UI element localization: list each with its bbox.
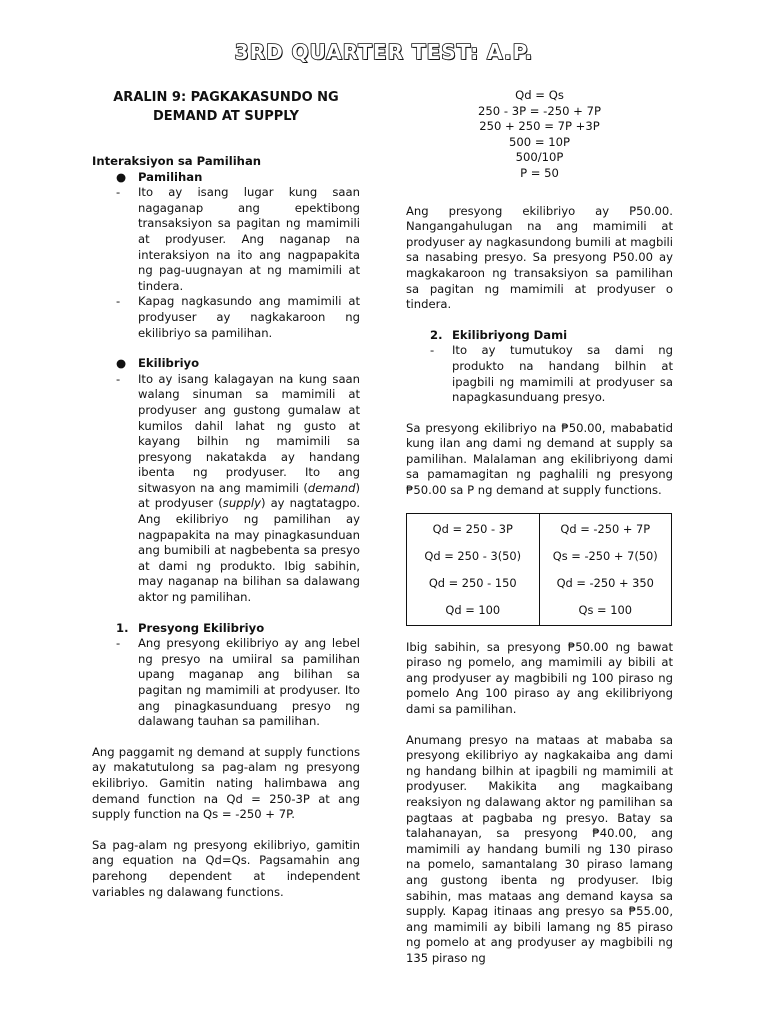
equation: 250 - 3P = -250 + 7P [478,103,601,118]
table-cell: Qd = 250 - 3P [407,513,540,544]
list-item [92,294,360,341]
presyong-label: Presyong Ekilibriyo [138,620,265,635]
table-row [407,598,672,626]
table-cell: Qd = -250 + 350 [539,571,672,598]
table-cell: Qs = -250 + 7(50) [539,544,672,571]
paragraph: Ang presyong ekilibriyo ay P50.00. Nangangahulugan na ang mamimili at prodyuser ay nagkasundong bumili at magbili sa nasabing presyo. Sa presyong P50.00 ay magkakaroon ng transaksiyon sa pamilihan sa pagitan ng mamimili at prodyuser o tindera. [406,203,673,312]
ekilibriyo-label: Ekilibriyo [138,356,200,371]
right-column [406,88,673,967]
ekilibriyo-text: Ito ay isang kalagayan na kung saan walang sinuman sa mamimili at prodyuser ang gustong gumalaw at kumilos dahil lahat ng gusto at kayang bilhin ng mamimili sa presyong nakatakda ay handang ibenta ng prodyuser. Ito ang sitwasyon na ang mamimili (demand) at prodyuser (supply) ay nagtatagpo. Ang ekilibriyo ng pamilihan ay nagpapakita na may pinagkasunduan ang bumibili at nagbebenta sa presyo at dami ng produkto. Ibig sabihin, may naganap na bilihan sa dalawang aktor ng pamilihan. [138,371,360,605]
table-row [407,513,672,544]
bullet-icon: ● [116,356,127,371]
pamilihan-label: Pamilihan [138,169,203,184]
table-cell: Qd = 250 - 150 [407,571,540,598]
page-title: 3RD QUARTER TEST: A.P. [234,40,534,64]
table-row [407,571,672,598]
dash-icon: - [116,185,121,200]
paragraph: Sa pag-alam ng presyong ekilibriyo, gamitin ang equation na Qd=Qs. Pagsamahin ang parehong dependent at independent variables ng dalawang functions. [92,837,360,899]
numbered-presyong [92,621,360,637]
item-number: 2. [430,327,443,342]
list-item [406,343,673,405]
equation: P = 50 [520,165,559,180]
bullet-pamilihan [92,170,360,186]
paragraph: Anumang presyo na mataas at mababa sa presyong ekilibriyo ay nagkakaiba ang dami ng handang bilhin at ipagbili ng mamimili at prodyuser. Makikita ang magkaibang reaksiyon ng dalawang aktor ng pamilihan sa pagtaas at pagbaba ng presyo. Batay sa talahanayan, sa presyong ₱40.00, ang mamimili ay handang bumili ng 130 piraso na pomelo, samantalang 30 piraso lamang ang gustong ibenta ng prodyuser. Ibig sabihin, mas mataas ang demand kaysa sa supply. Kapag itinaas ang presyo sa ₱55.00, ang mamimili ay bibili lamang ng 85 piraso ng pomelo at ang prodyuser ay magbibili ng 135 piraso ng [406,732,673,965]
table-row [407,544,672,571]
equation: 500/10P [515,150,564,165]
table-cell: Qd = 100 [407,598,540,626]
dami-text: Ito ay tumutukoy sa dami ng produkto na handang bilhin at ipagbili ng mamimili at prodyuser sa napagkasunduang presyo. [452,343,673,405]
dami-label: Ekilibriyong Dami [452,327,568,342]
dash-icon: - [430,343,435,358]
item-number: 1. [116,620,129,635]
lesson-title: ARALIN 9: PAGKAKASUNDO NG DEMAND AT SUPPLY [113,90,339,124]
equation: 250 + 250 = 7P +3P [479,119,600,134]
table-cell: Qd = -250 + 7P [539,513,672,544]
paragraph: Sa presyong ekilibriyo na ₱50.00, mababatid kung ilan ang dami ng demand at supply sa pamilihan. Malalaman ang ekilibriyong dami sa pamamagitan ng paghalili ng presyong ₱50.00 sa P ng demand at supply functions. [406,420,673,498]
dash-icon: - [116,636,121,651]
pamilihan-point-1: Ito ay isang lugar kung saan nagaganap ang epektibong transaksiyon sa pagitan ng mamimili at prodyuser. Ang naganap na interaksiyon na ito ang nagpapakita ng pag-uugnayan at ng mamimili at tindera. [138,185,360,293]
dash-icon: - [116,294,121,309]
paragraph: Ang paggamit ng demand at supply functions ay makatutulong sa pag-alam ng presyong ekilibriyo. Gamitin nating halimbawa ang demand function na Qd = 250-3P at ang supply function na Qs = -250 + 7P. [92,744,360,822]
table-cell: Qs = 100 [539,598,672,626]
paragraph: Ibig sabihin, sa presyong ₱50.00 ng bawat piraso ng pomelo, ang mamimili ay bibili at ang prodyuser ay magbibili ng 100 piraso ng pomelo Ang 100 piraso ay ang ekilibriyong dami sa pamilihan. [406,639,673,717]
bullet-icon: ● [116,169,127,184]
equation: 500 = 10P [509,134,570,149]
section-heading: Interaksiyon sa Pamilihan [92,154,262,168]
list-item [92,636,360,730]
list-item [92,372,360,606]
dash-icon: - [116,371,121,386]
list-item [92,185,360,294]
equation-table [406,513,672,626]
equation: Qd = Qs [515,88,564,102]
numbered-dami [406,328,673,344]
left-column [92,88,360,900]
presyong-text: Ang presyong ekilibriyo ay ang lebel ng presyo na umiiral sa pamilihan upang maganap ang bilihan sa pagitan ng mamimili at prodyuser. Ito ang pinagkasunduang presyo ng dalawang tauhan sa pamilihan. [138,636,360,729]
pamilihan-point-2: Kapag nagkasundo ang mamimili at prodyuser ay nagkakaroon ng ekilibriyo sa pamilihan. [138,294,360,340]
bullet-ekilibriyo [92,356,360,372]
table-cell: Qd = 250 - 3(50) [407,544,540,571]
